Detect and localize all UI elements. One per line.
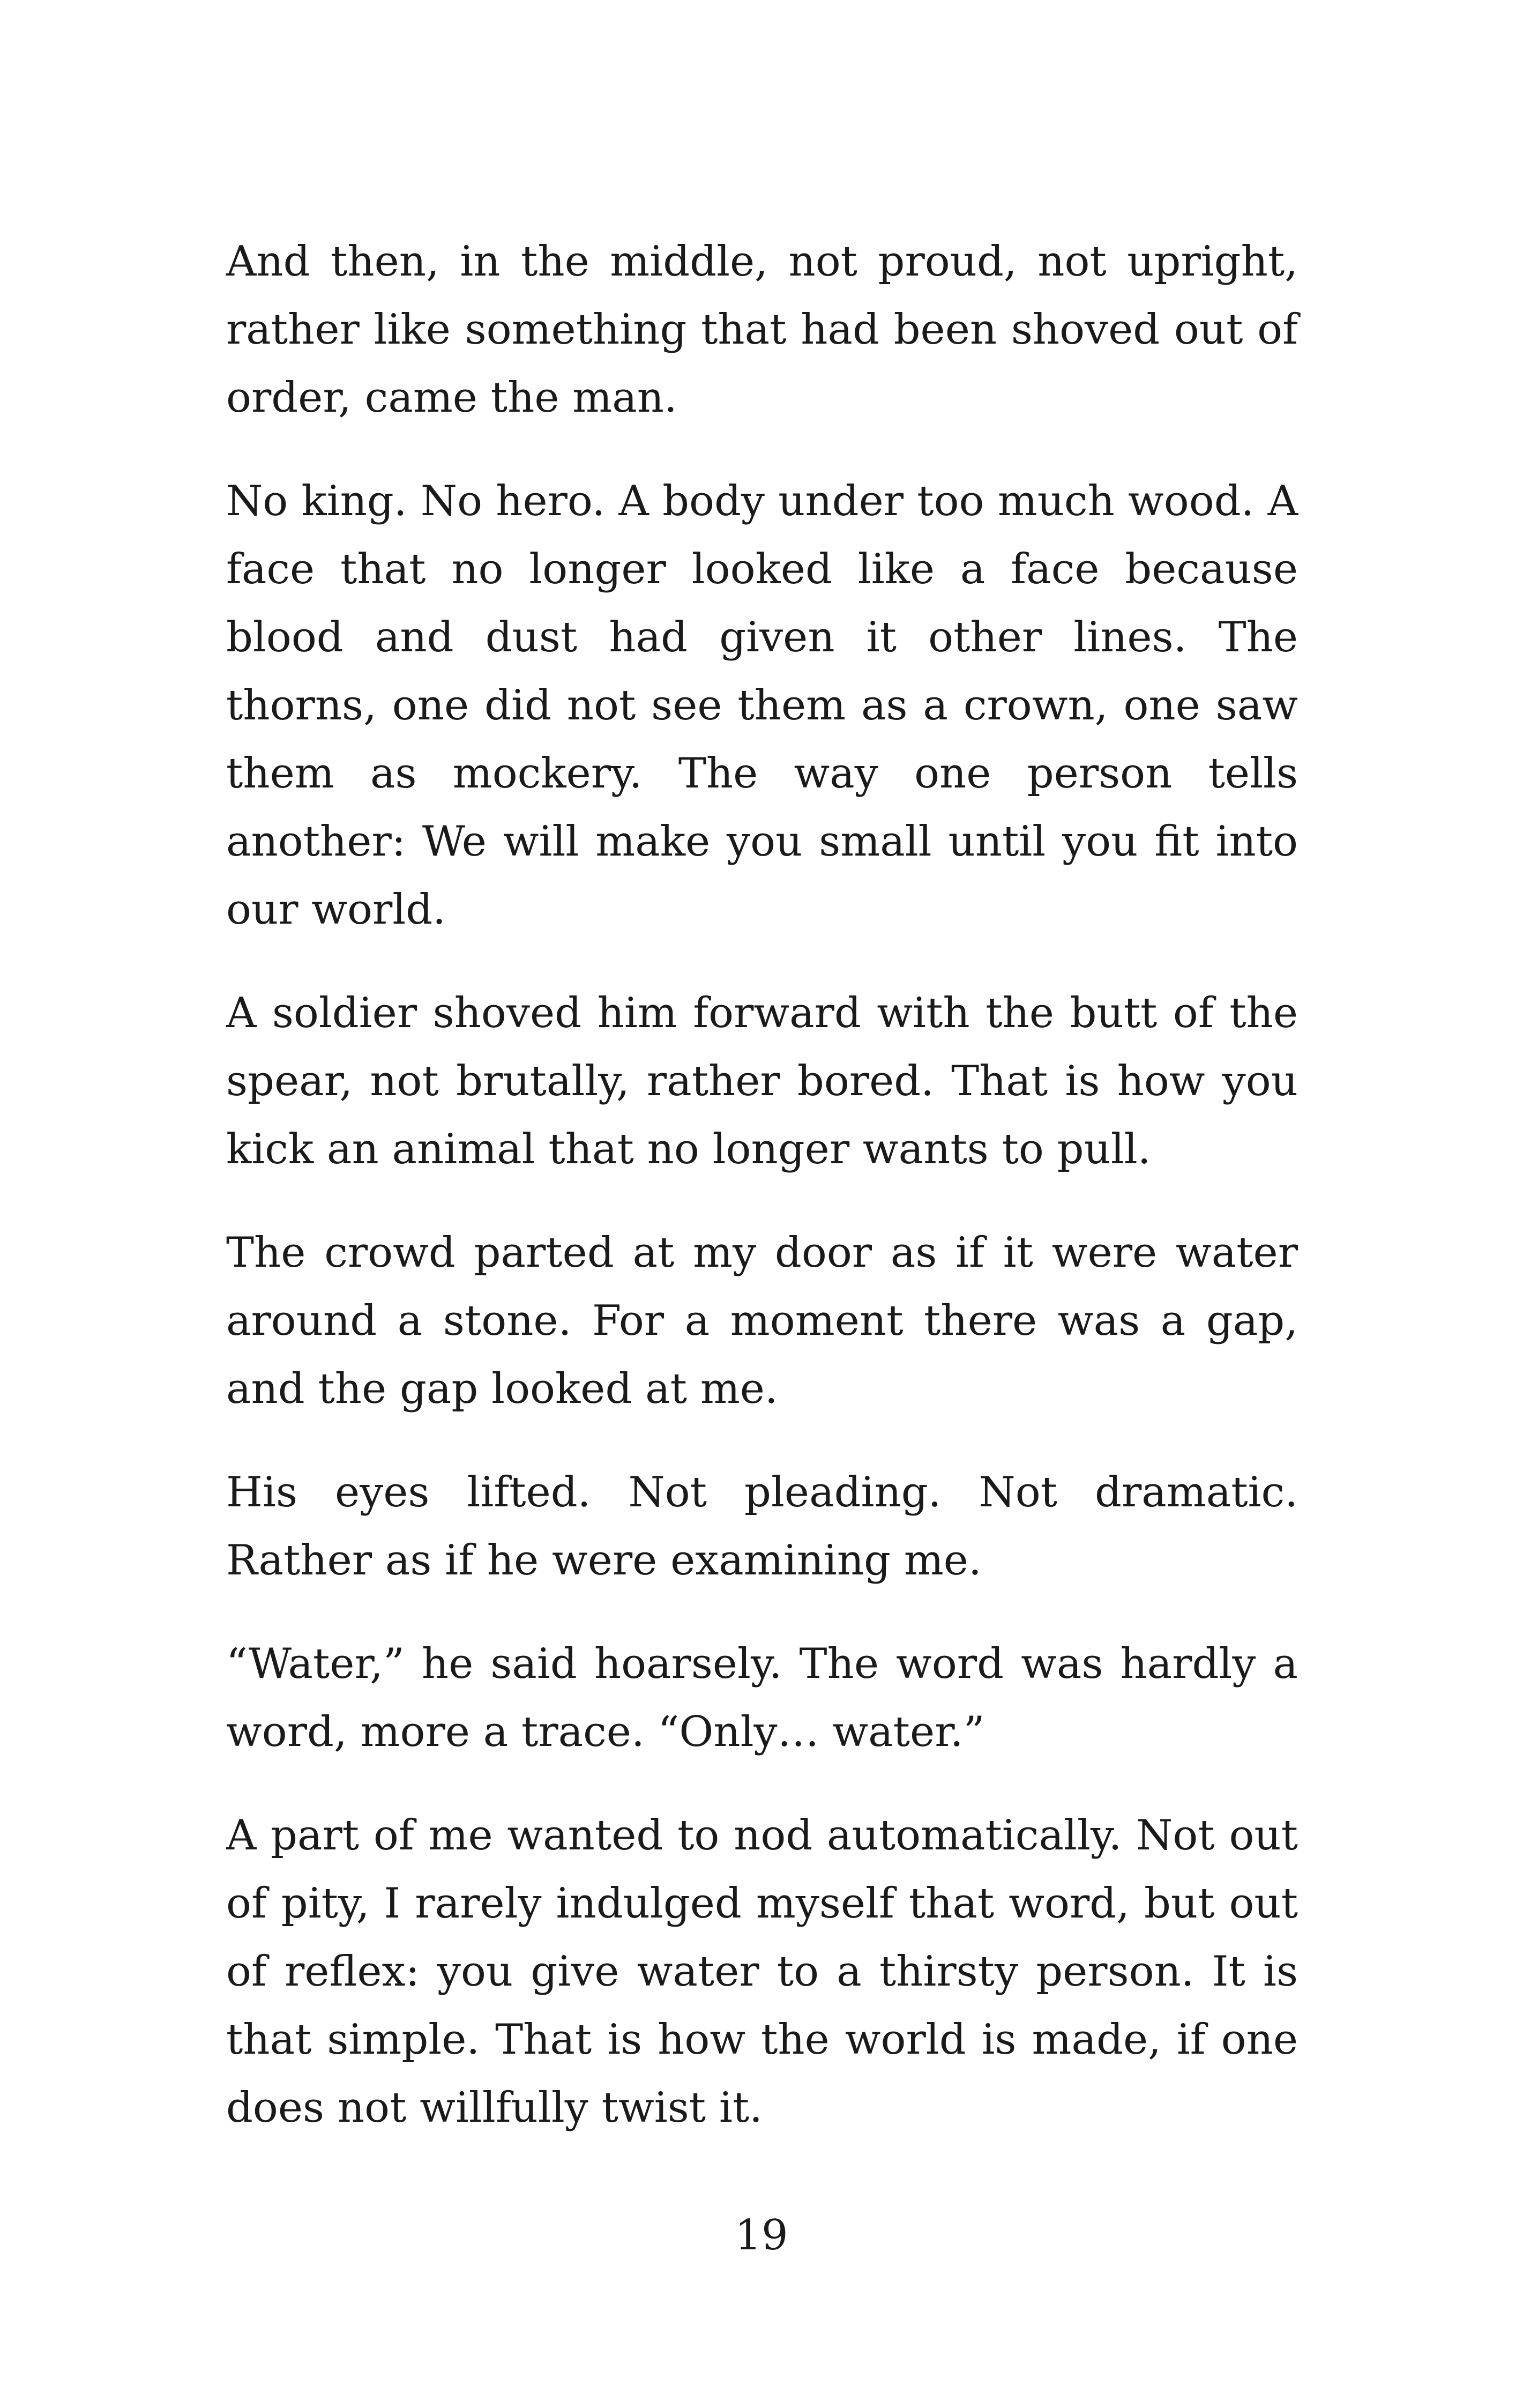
paragraph: His eyes lifted. Not pleading. Not dramatic. Rather as if he were examining me. bbox=[226, 1468, 1298, 1585]
body-text bbox=[226, 228, 1298, 2177]
paragraph: No king. No hero. A body under too much wood. A face that no longer looked like a face because blood and dust had given it other lines. The thorns, one did not see them as a crown, one saw them as mockery. The way one person tells another: We will make you small until you fit into our world. bbox=[226, 477, 1298, 934]
paragraph: A part of me wanted to nod automatically. Not out of pity, I rarely indulged myself that word, but out of reflex: you give water to a thirsty person. It is that simple. That is how the world is made, if one does not willfully twist it. bbox=[226, 1811, 1298, 2132]
paragraph: The crowd parted at my door as if it were water around a stone. For a moment there was a gap, and the gap looked at me. bbox=[226, 1229, 1298, 1413]
paragraph: A soldier shoved him forward with the butt of the spear, not brutally, rather bored. That is how you kick an animal that no longer wants to pull. bbox=[226, 989, 1298, 1173]
paragraph: “Water,” he said hoarsely. The word was hardly a word, more a trace. “Only… water.” bbox=[226, 1640, 1298, 1756]
paragraph: And then, in the middle, not proud, not upright, rather like something that had been shoved out of order, came the man. bbox=[226, 237, 1298, 422]
page-number: 19 bbox=[735, 2211, 788, 2260]
